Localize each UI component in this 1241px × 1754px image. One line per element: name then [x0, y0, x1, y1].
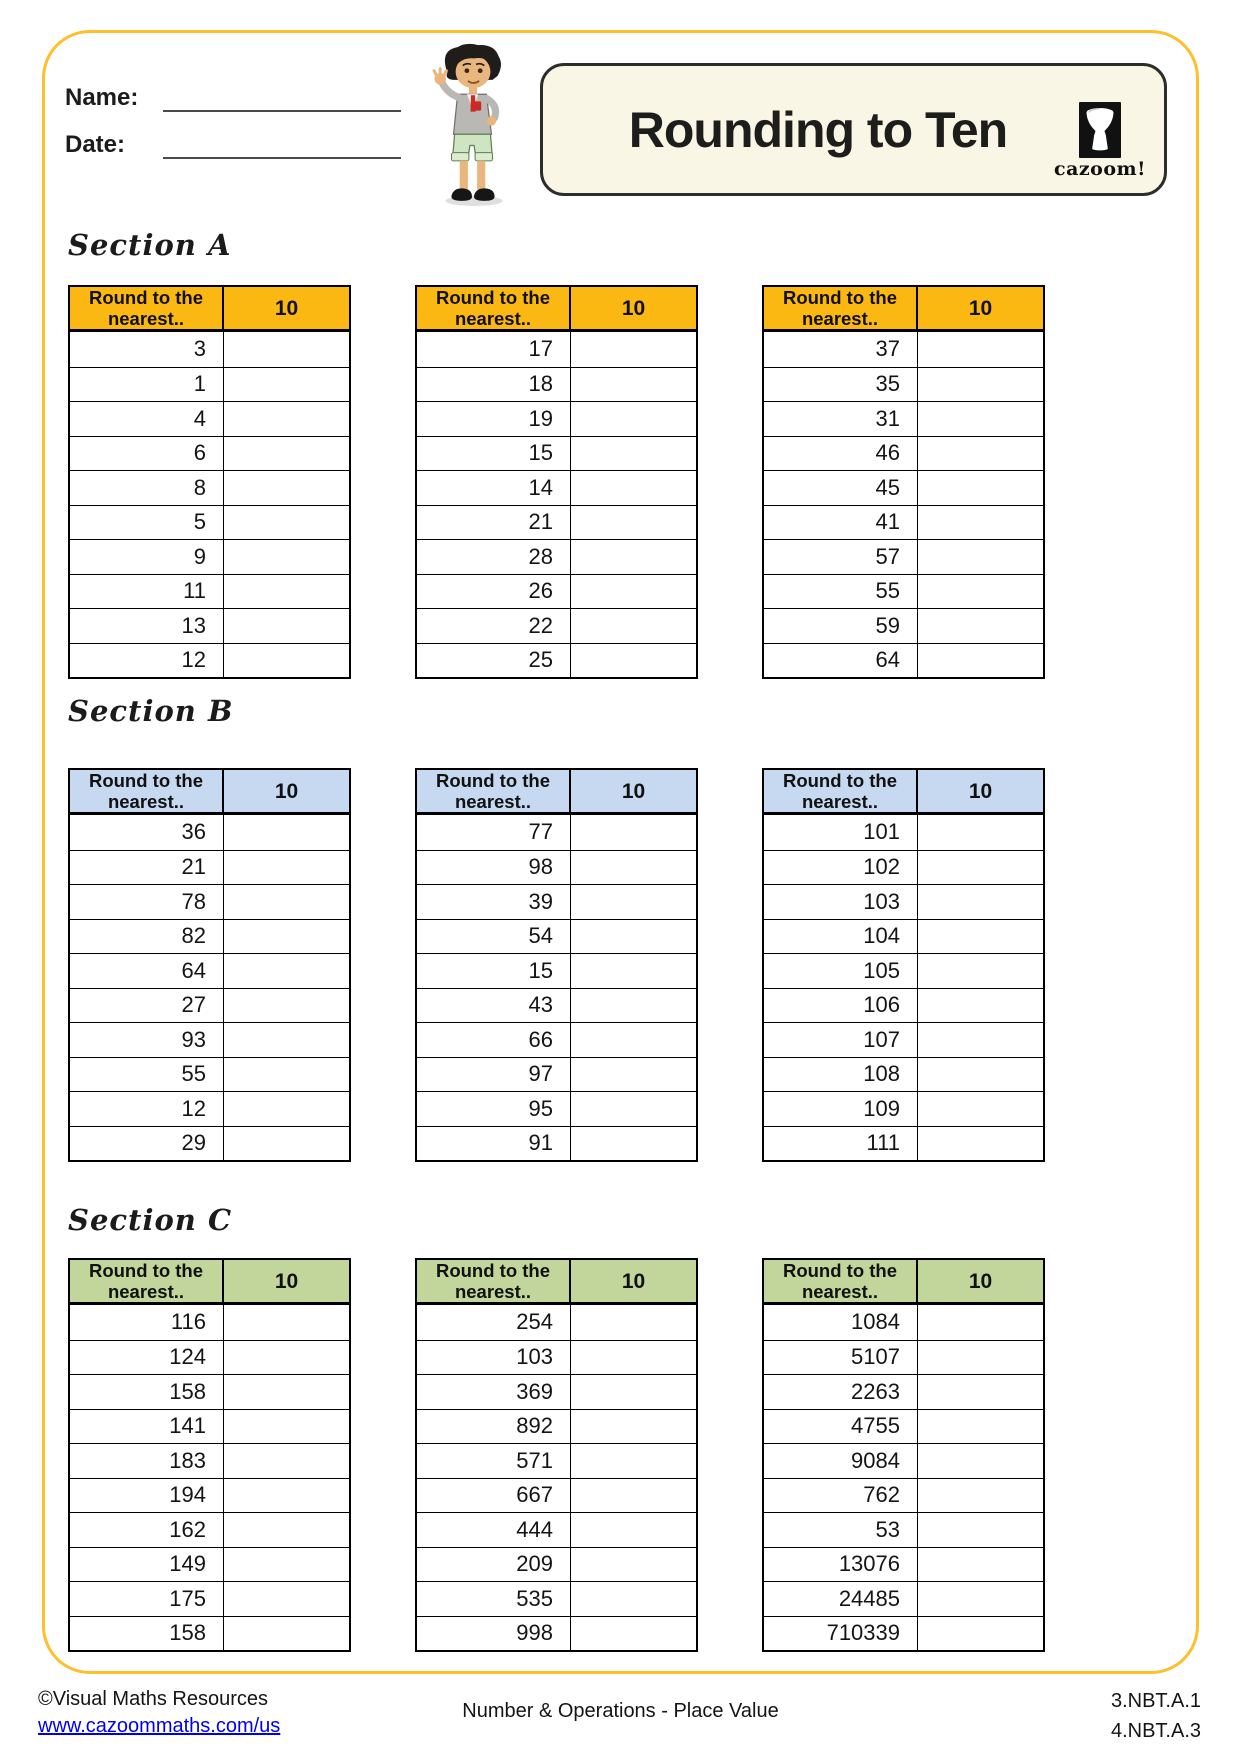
logo-wordmark: cazoom!: [1054, 158, 1146, 180]
answer-cell[interactable]: [224, 1478, 349, 1513]
answer-cell[interactable]: [918, 470, 1043, 505]
question-number-cell: 1084: [764, 1305, 918, 1340]
answer-cell[interactable]: [224, 1091, 349, 1126]
answer-cell[interactable]: [571, 608, 696, 643]
question-number-cell: 64: [70, 953, 224, 988]
question-number-cell: 59: [764, 608, 918, 643]
date-input-line[interactable]: [163, 133, 401, 159]
answer-cell[interactable]: [571, 1057, 696, 1092]
answer-cell[interactable]: [571, 539, 696, 574]
rounding-table: [68, 1258, 351, 1652]
answer-cell[interactable]: [571, 1126, 696, 1161]
answer-cell[interactable]: [571, 643, 696, 678]
answer-cell[interactable]: [918, 1091, 1043, 1126]
topic-text: Number & Operations - Place Value: [462, 1700, 779, 1722]
question-number-cell: 93: [70, 1022, 224, 1057]
answer-cell[interactable]: [918, 505, 1043, 540]
question-number-cell: 111: [764, 1126, 918, 1161]
answer-cell[interactable]: [224, 1022, 349, 1057]
question-number-cell: 103: [764, 884, 918, 919]
rounding-table: [68, 768, 351, 1162]
answer-cell[interactable]: [224, 988, 349, 1023]
question-number-cell: 8: [70, 470, 224, 505]
answer-cell[interactable]: [571, 332, 696, 367]
round-to-nearest-header-cell: Round to the nearest..: [764, 287, 918, 332]
question-number-cell: 175: [70, 1581, 224, 1616]
ten-header-cell: 10: [571, 287, 696, 332]
answer-cell[interactable]: [224, 1547, 349, 1582]
answer-cell[interactable]: [918, 1340, 1043, 1375]
question-number-cell: 107: [764, 1022, 918, 1057]
answer-cell[interactable]: [571, 988, 696, 1023]
answer-cell[interactable]: [224, 539, 349, 574]
question-number-cell: 21: [70, 850, 224, 885]
section-a-heading: Section A: [68, 228, 232, 262]
question-number-cell: 19: [417, 401, 571, 436]
answer-cell[interactable]: [571, 1616, 696, 1651]
answer-cell[interactable]: [918, 574, 1043, 609]
answer-cell[interactable]: [918, 1126, 1043, 1161]
rounding-table: [762, 285, 1045, 679]
answer-cell[interactable]: [918, 401, 1043, 436]
answer-cell[interactable]: [224, 815, 349, 850]
ten-header-cell: 10: [918, 1260, 1043, 1305]
question-number-cell: 26: [417, 574, 571, 609]
question-number-cell: 82: [70, 919, 224, 954]
question-number-cell: 17: [417, 332, 571, 367]
answer-cell[interactable]: [224, 1305, 349, 1340]
answer-cell[interactable]: [224, 1581, 349, 1616]
question-number-cell: 18: [417, 367, 571, 402]
question-number-cell: 158: [70, 1616, 224, 1651]
answer-cell[interactable]: [224, 1512, 349, 1547]
question-number-cell: 9: [70, 539, 224, 574]
answer-cell[interactable]: [224, 436, 349, 471]
answer-cell[interactable]: [918, 436, 1043, 471]
answer-cell[interactable]: [224, 401, 349, 436]
standard-2: 4.NBT.A.3: [1110, 1720, 1201, 1742]
question-number-cell: 5107: [764, 1340, 918, 1375]
date-label: Date:: [65, 131, 126, 158]
question-number-cell: 106: [764, 988, 918, 1023]
answer-cell[interactable]: [224, 1443, 349, 1478]
question-number-cell: 35: [764, 367, 918, 402]
question-number-cell: 24485: [764, 1581, 918, 1616]
answer-cell[interactable]: [918, 1022, 1043, 1057]
rounding-table: [415, 285, 698, 679]
question-number-cell: 4: [70, 401, 224, 436]
round-to-nearest-header-cell: Round to the nearest..: [764, 1260, 918, 1305]
question-number-cell: 102: [764, 850, 918, 885]
djembe-drum-icon: [1079, 102, 1121, 158]
name-label: Name:: [65, 84, 139, 111]
round-to-nearest-header-cell: Round to the nearest..: [70, 287, 224, 332]
answer-cell[interactable]: [571, 1581, 696, 1616]
answer-cell[interactable]: [918, 539, 1043, 574]
question-number-cell: 158: [70, 1374, 224, 1409]
boy-character-illustration: [424, 42, 520, 208]
question-number-cell: 2263: [764, 1374, 918, 1409]
question-number-cell: 254: [417, 1305, 571, 1340]
question-number-cell: 124: [70, 1340, 224, 1375]
question-number-cell: 54: [417, 919, 571, 954]
answer-cell[interactable]: [571, 1340, 696, 1375]
question-number-cell: 108: [764, 1057, 918, 1092]
answer-cell[interactable]: [224, 953, 349, 988]
answer-cell[interactable]: [224, 1409, 349, 1444]
answer-cell[interactable]: [571, 367, 696, 402]
section-c-heading: Section C: [68, 1203, 233, 1237]
question-number-cell: 101: [764, 815, 918, 850]
round-to-nearest-header-cell: Round to the nearest..: [70, 1260, 224, 1305]
answer-cell[interactable]: [224, 1126, 349, 1161]
question-number-cell: 209: [417, 1547, 571, 1582]
title-box: [540, 63, 1167, 196]
answer-cell[interactable]: [571, 1409, 696, 1444]
question-number-cell: 444: [417, 1512, 571, 1547]
answer-cell[interactable]: [571, 884, 696, 919]
round-to-nearest-header-cell: Round to the nearest..: [417, 287, 571, 332]
question-number-cell: 710339: [764, 1616, 918, 1651]
answer-cell[interactable]: [224, 919, 349, 954]
question-number-cell: 103: [417, 1340, 571, 1375]
question-number-cell: 39: [417, 884, 571, 919]
question-number-cell: 95: [417, 1091, 571, 1126]
page-title: Rounding to Ten: [628, 101, 1008, 158]
question-number-cell: 41: [764, 505, 918, 540]
answer-cell[interactable]: [571, 401, 696, 436]
answer-cell[interactable]: [918, 850, 1043, 885]
section-b-heading: Section B: [68, 694, 234, 728]
question-number-cell: 1: [70, 367, 224, 402]
question-number-cell: 45: [764, 470, 918, 505]
question-number-cell: 55: [764, 574, 918, 609]
answer-cell[interactable]: [918, 1581, 1043, 1616]
question-number-cell: 66: [417, 1022, 571, 1057]
answer-cell[interactable]: [918, 1057, 1043, 1092]
answer-cell[interactable]: [918, 332, 1043, 367]
answer-cell[interactable]: [224, 1340, 349, 1375]
answer-cell[interactable]: [918, 1512, 1043, 1547]
standard-1: 3.NBT.A.1: [1110, 1690, 1201, 1712]
answer-cell[interactable]: [224, 470, 349, 505]
question-number-cell: 105: [764, 953, 918, 988]
ten-header-cell: 10: [224, 287, 349, 332]
answer-cell[interactable]: [918, 815, 1043, 850]
question-number-cell: 15: [417, 953, 571, 988]
question-number-cell: 57: [764, 539, 918, 574]
question-number-cell: 11: [70, 574, 224, 609]
answer-cell[interactable]: [571, 1374, 696, 1409]
question-number-cell: 64: [764, 643, 918, 678]
answer-cell[interactable]: [224, 884, 349, 919]
answer-cell[interactable]: [224, 1374, 349, 1409]
answer-cell[interactable]: [918, 884, 1043, 919]
rounding-table: [762, 1258, 1045, 1652]
ten-header-cell: 10: [918, 287, 1043, 332]
answer-cell[interactable]: [224, 332, 349, 367]
answer-cell[interactable]: [571, 436, 696, 471]
question-number-cell: 998: [417, 1616, 571, 1651]
question-number-cell: 97: [417, 1057, 571, 1092]
answer-cell[interactable]: [571, 1305, 696, 1340]
question-number-cell: 571: [417, 1443, 571, 1478]
answer-cell[interactable]: [571, 1022, 696, 1057]
standards-text: [1111, 1686, 1201, 1746]
question-number-cell: 27: [70, 988, 224, 1023]
answer-cell[interactable]: [224, 505, 349, 540]
question-number-cell: 12: [70, 1091, 224, 1126]
question-number-cell: 22: [417, 608, 571, 643]
question-number-cell: 13076: [764, 1547, 918, 1582]
question-number-cell: 369: [417, 1374, 571, 1409]
cazoom-logo: [1050, 102, 1150, 180]
website-link[interactable]: www.cazoommaths.com/us: [38, 1715, 281, 1737]
question-number-cell: 13: [70, 608, 224, 643]
copyright-text: ©Visual Maths Resources: [38, 1688, 269, 1710]
ten-header-cell: 10: [224, 1260, 349, 1305]
question-number-cell: 78: [70, 884, 224, 919]
answer-cell[interactable]: [918, 1616, 1043, 1651]
question-number-cell: 892: [417, 1409, 571, 1444]
answer-cell[interactable]: [571, 505, 696, 540]
question-number-cell: 31: [764, 401, 918, 436]
question-number-cell: 77: [417, 815, 571, 850]
question-number-cell: 4755: [764, 1409, 918, 1444]
rounding-table: [415, 768, 698, 1162]
question-number-cell: 667: [417, 1478, 571, 1513]
question-number-cell: 9084: [764, 1443, 918, 1478]
question-number-cell: 104: [764, 919, 918, 954]
answer-cell[interactable]: [918, 1409, 1043, 1444]
question-number-cell: 183: [70, 1443, 224, 1478]
answer-cell[interactable]: [224, 850, 349, 885]
name-input-line[interactable]: [163, 86, 401, 112]
question-number-cell: 15: [417, 436, 571, 471]
answer-cell[interactable]: [918, 919, 1043, 954]
rounding-table: [68, 285, 351, 679]
question-number-cell: 55: [70, 1057, 224, 1092]
round-to-nearest-header-cell: Round to the nearest..: [417, 1260, 571, 1305]
answer-cell[interactable]: [918, 1305, 1043, 1340]
question-number-cell: 535: [417, 1581, 571, 1616]
question-number-cell: 109: [764, 1091, 918, 1126]
rounding-table: [762, 768, 1045, 1162]
ten-header-cell: 10: [571, 770, 696, 815]
question-number-cell: 21: [417, 505, 571, 540]
question-number-cell: 12: [70, 643, 224, 678]
answer-cell[interactable]: [224, 643, 349, 678]
answer-cell[interactable]: [918, 953, 1043, 988]
answer-cell[interactable]: [918, 1547, 1043, 1582]
answer-cell[interactable]: [918, 643, 1043, 678]
question-number-cell: 162: [70, 1512, 224, 1547]
answer-cell[interactable]: [571, 1547, 696, 1582]
question-number-cell: 91: [417, 1126, 571, 1161]
question-number-cell: 194: [70, 1478, 224, 1513]
answer-cell[interactable]: [571, 953, 696, 988]
question-number-cell: 6: [70, 436, 224, 471]
ten-header-cell: 10: [918, 770, 1043, 815]
answer-cell[interactable]: [224, 608, 349, 643]
question-number-cell: 37: [764, 332, 918, 367]
question-number-cell: 46: [764, 436, 918, 471]
answer-cell[interactable]: [571, 919, 696, 954]
answer-cell[interactable]: [918, 1478, 1043, 1513]
question-number-cell: 5: [70, 505, 224, 540]
answer-cell[interactable]: [918, 1443, 1043, 1478]
answer-cell[interactable]: [571, 815, 696, 850]
answer-cell[interactable]: [571, 850, 696, 885]
question-number-cell: 141: [70, 1409, 224, 1444]
answer-cell[interactable]: [918, 988, 1043, 1023]
question-number-cell: 14: [417, 470, 571, 505]
answer-cell[interactable]: [224, 1616, 349, 1651]
ten-header-cell: 10: [224, 770, 349, 815]
round-to-nearest-header-cell: Round to the nearest..: [70, 770, 224, 815]
answer-cell[interactable]: [571, 1443, 696, 1478]
answer-cell[interactable]: [571, 1091, 696, 1126]
question-number-cell: 53: [764, 1512, 918, 1547]
answer-cell[interactable]: [918, 367, 1043, 402]
question-number-cell: 25: [417, 643, 571, 678]
ten-header-cell: 10: [571, 1260, 696, 1305]
question-number-cell: 29: [70, 1126, 224, 1161]
question-number-cell: 149: [70, 1547, 224, 1582]
answer-cell[interactable]: [918, 1374, 1043, 1409]
answer-cell[interactable]: [224, 574, 349, 609]
question-number-cell: 762: [764, 1478, 918, 1513]
question-number-cell: 98: [417, 850, 571, 885]
answer-cell[interactable]: [571, 1478, 696, 1513]
answer-cell[interactable]: [224, 1057, 349, 1092]
answer-cell[interactable]: [571, 1512, 696, 1547]
round-to-nearest-header-cell: Round to the nearest..: [764, 770, 918, 815]
question-number-cell: 116: [70, 1305, 224, 1340]
answer-cell[interactable]: [224, 367, 349, 402]
question-number-cell: 43: [417, 988, 571, 1023]
question-number-cell: 28: [417, 539, 571, 574]
question-number-cell: 36: [70, 815, 224, 850]
round-to-nearest-header-cell: Round to the nearest..: [417, 770, 571, 815]
question-number-cell: 3: [70, 332, 224, 367]
answer-cell[interactable]: [571, 574, 696, 609]
rounding-table: [415, 1258, 698, 1652]
answer-cell[interactable]: [571, 470, 696, 505]
answer-cell[interactable]: [918, 608, 1043, 643]
